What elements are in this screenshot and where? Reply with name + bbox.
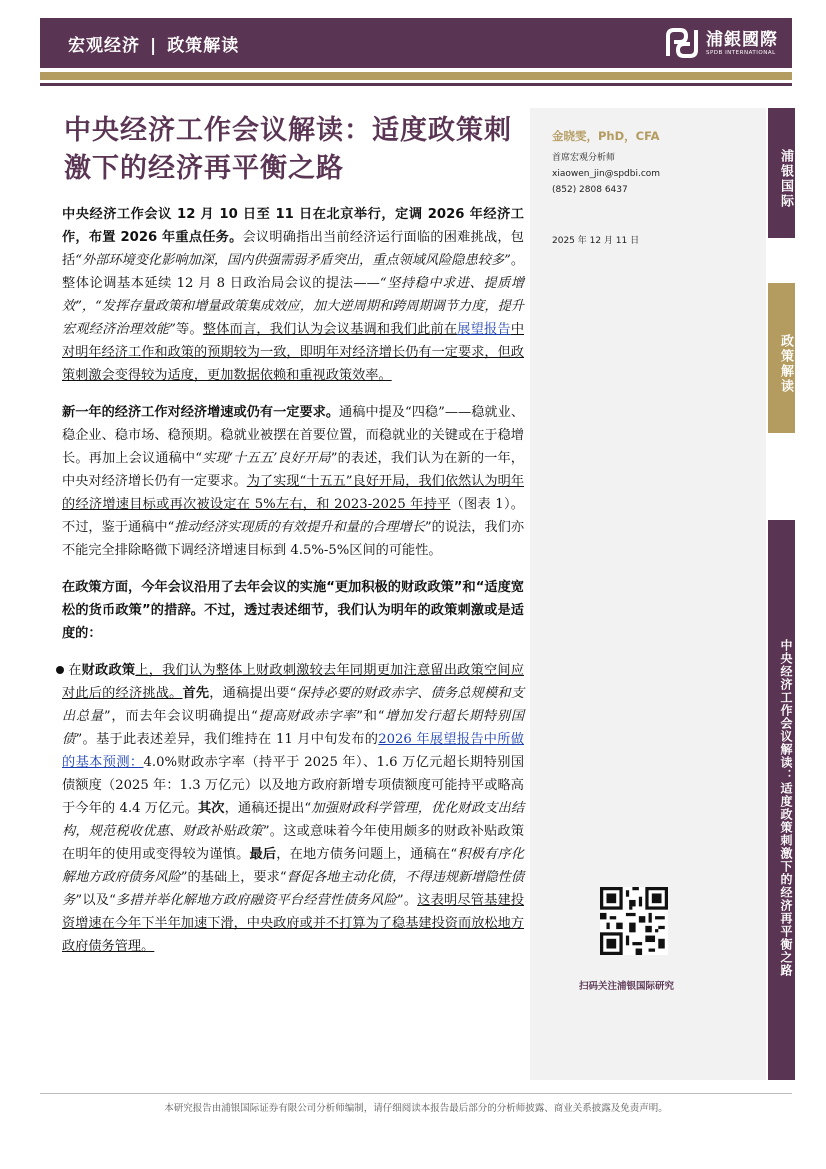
p4-text-i: ”的基础上，要求“: [180, 870, 287, 885]
p4-quote-3: 增加发行超长期特别国债: [62, 709, 525, 747]
footer-disclaimer: 本研究报告由浦银国际证券有限公司分析师编制，请仔细阅读本报告最后部分的分析师披露、商业关系披露及免责声明。: [40, 1093, 792, 1114]
header-separator: |: [150, 36, 158, 56]
header-thin-bar: [40, 83, 792, 86]
author-block: [552, 128, 752, 198]
brand-name-en: SPDB INTERNATIONAL: [706, 50, 776, 56]
p4-text-c: ”和“: [356, 709, 385, 724]
p4-text-b: ”，而去年会议明确提出“: [103, 709, 258, 724]
p4-underlined-1: 上，我们认为整体上财政刺激较去年同期更加注意留出政策空间应对此后的经济挑战。: [62, 663, 525, 701]
header-gold-bar: [40, 72, 792, 80]
brand-name-cn: 浦銀國際: [706, 30, 778, 50]
header-subsection: 政策解读: [167, 36, 240, 56]
p2-lead: 新一年的经济工作对经济增速或仍有一定要求。: [62, 405, 340, 420]
p2-underlined: 为了实现“十五五”良好开局，我们依然认为明年的经济增速目标或再次被设定在 5%左右，和 2023-2025 年持平: [62, 474, 525, 512]
header-banner: [40, 18, 792, 68]
header-section-title: [68, 31, 239, 56]
p4-text-e: 4.0%财政赤字率（持平于 2025 年）、1.6 万亿元超长期特别国债额度（2025 年：1.3 万亿元）以及地方政府新增专项债额度可能持平或略高于今年的 4.4 万亿元。: [62, 755, 525, 816]
header-section: 宏观经济: [68, 36, 140, 56]
p4-quote-6: 督促各地主动化债，不得违规新增隐性债务: [62, 870, 525, 908]
p4-quote-7: 多措并举化解地方政府融资平台经营性债务风险: [115, 893, 397, 908]
p2-text-b: ”的表述，我们认为在新的一年，中央对经济增长仍有一定要求。: [62, 451, 524, 489]
author-email[interactable]: xiaowen_jin@spdbi.com: [552, 169, 661, 179]
p4-lead-bold: 财政政策: [81, 663, 136, 678]
p2-quote-2: 推动经济实现质的有效提升和量的合理增长: [174, 520, 425, 535]
outlook-2026-link[interactable]: 2026 年展望报告中所做的基本预测：: [62, 732, 524, 770]
paragraph-3: [62, 576, 524, 645]
p1-text-c: 等。: [175, 322, 203, 337]
p2-quote-1: 实现‘十五五’良好开局: [201, 451, 331, 466]
report-body: [62, 203, 524, 972]
p4-underlined-2: 这表明尽管基建投资增速在今年下半年加速下滑，中央政府或并不打算为了稳基建投资而放松地方政府债务管理。: [62, 893, 525, 954]
p4-text-k: ”。: [396, 893, 418, 908]
side-tab-category: 政策解读: [768, 283, 795, 433]
p1-quote-2: “坚持稳中求进、提质增效”，“发挥存量政策和增量政策集成效应，加大逆周期和跨周期调节力度，提升宏观经济治理效能”: [62, 276, 525, 337]
p1-text-b: 。整体论调基本延续 12 月 8 日政治局会议的提法——: [62, 253, 525, 291]
p2-text-d: ”的说法，我们亦不能完全排除略微下调经济增速目标到 4.5%-5%区间的可能性。: [62, 520, 525, 558]
report-date: 2025 年 12 月 11 日: [552, 236, 640, 246]
paragraph-2: [62, 401, 524, 562]
p4-last: 最后: [249, 847, 277, 862]
p4-text-h: ，在地方债务问题上，通稿在“: [276, 847, 458, 862]
bullet-icon: [56, 666, 64, 674]
spdb-logo-icon: [664, 26, 700, 60]
author-name: 金晓雯，PhD，CFA: [552, 129, 660, 143]
p2-text-a: 通稿中提及“四稳”——稳就业、稳企业、稳市场、稳预期。稳就业被摆在首要位置，而稳就业的关键或在于稳增长。再加上会议通稿中“: [62, 405, 525, 466]
p4-quote-4: 加强财政科学管理，优化财政支出结构，规范税收优惠、财政补贴政策: [62, 801, 525, 839]
p4-second: 其次: [198, 801, 225, 816]
p1-lead: 中央经济工作会议 12 月 10 日至 11 日在北京举行，定调 2026 年经济工作，布置 2026 年重点任务。: [62, 207, 524, 245]
p1-quote-1: “外部环境变化影响加深，国内供强需弱矛盾突出，重点领域风险隐患较多”: [75, 253, 511, 268]
p4-first: 首先: [182, 686, 210, 701]
p2-text-c: （图表 1）。不过，鉴于通稿中“: [62, 497, 524, 535]
page-title: 中央经济工作会议解读：适度政策刺激下的经济再平衡之路: [64, 115, 512, 184]
p4-quote-5: 积极有序化解地方政府债务风险: [62, 847, 525, 885]
side-tab-brand: 浦银国际: [768, 108, 795, 238]
p4-quote-2: 提高财政赤字率: [257, 709, 357, 724]
outlook-report-link[interactable]: 展望报告: [457, 322, 511, 337]
qr-caption: 扫码关注浦银国际研究: [579, 981, 675, 992]
p4-text-g: ”。这或意味着今年使用颇多的财政补贴政策在明年的使用或变得较为谨慎。: [62, 824, 525, 862]
p4-text-d: ”。基于此表述差异，我们维持在 11 月中旬发布的: [75, 732, 379, 747]
qr-code-icon[interactable]: [600, 887, 668, 955]
paragraph-1: [62, 203, 524, 387]
p4-quote-1: 保持必要的财政赤字、债务总规模和支出总量: [62, 686, 525, 724]
p1-text-a: 会议明确指出当前经济运行面临的困难挑战，包括: [62, 230, 524, 268]
author-phone: (852) 2808 6437: [552, 185, 628, 195]
paragraph-4: [62, 659, 524, 958]
p4-text-j: ”以及“: [75, 893, 116, 908]
p4-text-a: ，通稿提出要“: [209, 686, 297, 701]
p4-lead: 在: [68, 663, 82, 678]
author-role: 首席宏观分析师: [552, 153, 616, 163]
p1-underlined-1: 整体而言，我们认为会议基调和我们此前在: [202, 322, 458, 337]
side-tab-title: 中央经济工作会议解读：适度政策刺激下的经济再平衡之路: [768, 520, 795, 1080]
p1-underlined-2: 中对明年经济工作和政策的预期较为一致，即明年对经济增长仍有一定要求，但政策刺激会变得较为适度，更加数据依赖和重视政策效率。: [62, 322, 524, 383]
p4-text-f: ，通稿还提出“: [224, 801, 312, 816]
brand-logo: [664, 26, 778, 60]
p3-lead: 在政策方面，今年会议沿用了去年会议的实施“更加积极的财政政策”和“适度宽松的货币政策”的措辞。不过，透过表述细节，我们认为明年的政策刺激或是适度的：: [62, 580, 524, 641]
